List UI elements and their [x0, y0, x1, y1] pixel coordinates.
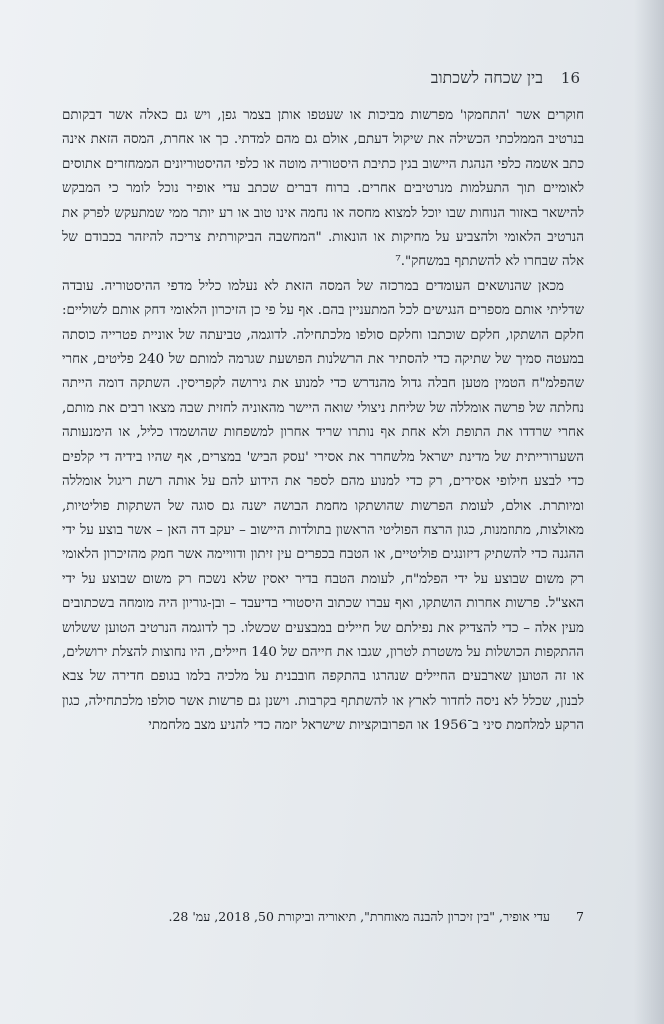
page-number: 16: [560, 69, 580, 87]
paragraph: חוקרים אשר 'התחמקו' מפרשות מביכות או שעטפו אותן בצמר גפן, ויש גם כאלה אשר דבקותם בנרטיב הממלכתי הכשילה את שיקול דעתם, אולם גם מהם למדתי. כך או אחרת, המסה הזאת אינה כתב אשמה כלפי הנהגת היישוב בגין כתיבת היסטוריה מוטה או כלפי ההיסטוריונים הממחזרים אתוסים לאומיים תוך התעלמות מנרטיבים אחרים. ברוח דברים שכתב עדי אופיר נוכל לומר כי המבקש להישאר באזור הנוחות שבו יוכל למצוא מחסה או נחמה אינו טוב או רע יותר ממי שמתעקש לפרק את הנרטיב הלאומי ולהצביע על מחיקות או הונאות. "המחשבה הביקורתית צריכה להיזהר בכבודם של אלה שבחרו לא להשתתף במשחק".⁷: [62, 108, 584, 270]
body-text: [62, 104, 584, 739]
page-edge-shadow: [634, 0, 664, 1024]
footnote: [108, 908, 584, 926]
paragraph: מכאן שהנושאים העומדים במרכזה של המסה הזאת לא נעלמו כליל מדפי ההיסטוריה. עובדה שדליתי אותם מספרים הנגישים לכל המתעניין בהם. אף על פי כן הזיכרון הלאומי דחק אותם לשוליים: חלקם הושתקו, חלקם שוכתבו וחלקם סולפו מלכתחילה. לדוגמה, טביעתה של אוניית פטרייה כוסתה במעטה סמיך של שתיקה כדי להסתיר את הרשלנות הפושעת שגרמה למותם של 240 פליטים, אחרי שהפלמ"ח הטמין מטען חבלה גדול מהנדרש כדי למנוע את גירושה לקפריסין. השתקה דומה הייתה נחלתה של פרשה אומללה של שליחת ניצולי שואה היישר מהאוניה לחזית שבה מצאו רבים את מותם, אחרי שרדדו את התופת ולא אחת אף נותרו שריד אחרון למשפחות שהושמדו כליל, או הימנעותה השערורייתית של מדינת ישראל מלשחרר את אסירי 'עסק הביש' במצרים, אף שהיו בידיה די קלפים כדי לבצע חילופי אסירים, רק כדי למנוע מהם לספר את הידוע להם על אותה רשת ריגול אומללה ומיותרת. אולם, לעומת הפרשות שהושתקו מחמת הבושה ישנה גם סוגה של השתקות פוליטיות, מאולצות, מתוזמנות, כגון הרצח הפוליטי הראשון בתולדות היישוב – יעקב דה האן – אשר בוצע על ידי ההגנה כדי להשתיק דיזונגים פוליטיים, או הטבח בכפרים עין זיתון ודוויימה אשר חמק מהזיכרון הלאומי רק משום שבוצע על ידי הפלמ"ח, לעומת הטבח בדיר יאסין שלא נשכח רק משום שבוצע על ידי האצ"ל. פרשות אחרות הושתקו, ואף עברו שכתוב היסטורי בדיעבד – ובן-גוריון היה מומחה בשכתובים מעין אלה – כדי להצדיק את נפילתם של חיילים במבצעים שכשלו. כך לדוגמה הנרטיב הטוען ששלוש ההתקפות הכושלות על משטרת לטרון, שגבו את חייהם של 140 חיילים, היו נחוצות להצלת ירושלים, או זה הטוען שארבעים החיילים שנהרגו בהתקפה חובבנית על מלכיה בלמו בגופם חדירה של צבא לבנון, שכלל לא ניסה לחדור לארץ או להשתתף בקרבות. וישנן גם פרשות אשר סולפו מלכתחילה, כגון הרקע למלחמת סיני ב־1956 או הפרובוקציות שישראל יזמה כדי להניע מצב מלחמתי: [62, 278, 584, 734]
footnote-text: עדי אופיר, "בין זיכרון להבנה מאוחרת", תיאוריה וביקורת 50, 2018, עמ' 28.: [168, 909, 550, 924]
footnote-number: 7: [576, 909, 584, 924]
running-title: בין שכחה לשכתוב: [430, 68, 543, 87]
running-header: [300, 66, 580, 90]
